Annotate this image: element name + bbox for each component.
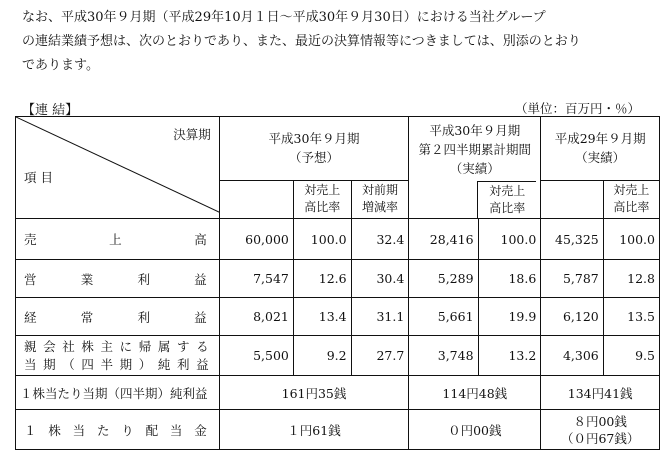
intro-line-1: なお、平成30年９月期（平成29年10月１日〜平成30年９月30日）における当社グループ [22, 10, 546, 25]
row-label-operating-profit: 営 業 利 益 [16, 260, 220, 298]
cell-value: 100.0 [293, 219, 351, 260]
table-row [16, 298, 660, 336]
col-prior-header [541, 117, 660, 181]
col-forecast-header [219, 117, 409, 181]
table-row [16, 260, 660, 298]
cell-value: 13.5 [603, 298, 659, 336]
col-prior-sub: （実績） [575, 150, 626, 166]
col-forecast-sub: （予想） [289, 150, 340, 166]
cell-value: 6,120 [541, 298, 603, 336]
cell-value: 100.0 [478, 219, 541, 260]
col-q2-header [409, 117, 541, 219]
consolidated-forecast-table [15, 116, 660, 450]
cell-value: 100.0 [603, 219, 659, 260]
forecast-value-header [219, 180, 293, 218]
unit-note: （単位：百万円・％） [514, 101, 640, 116]
eps-prior: 134円41銭 [541, 376, 660, 410]
table-row [16, 336, 660, 376]
table-row [16, 219, 660, 260]
q2-ratio-header: 対売上 高比率 [477, 181, 536, 218]
cell-value: 13.4 [293, 298, 351, 336]
col-q2-title: 平成30年９月期 [429, 123, 521, 138]
cell-value: 30.4 [351, 260, 409, 298]
cell-value: 18.6 [478, 260, 541, 298]
table-row [16, 376, 660, 410]
row-label-sales: 売 上 高 [16, 219, 220, 260]
item-label: 項 目 [24, 170, 53, 185]
cell-value: 5,289 [409, 260, 478, 298]
cell-value: 5,500 [219, 336, 293, 376]
cell-value: 8,021 [219, 298, 293, 336]
row-label-ordinary-profit: 経 常 利 益 [16, 298, 220, 336]
cell-value: 45,325 [541, 219, 603, 260]
col-q2-sub: （実績） [449, 161, 500, 176]
cell-value: 9.5 [603, 336, 659, 376]
header-corner-cell [16, 117, 220, 219]
dps-prior-note: （０円67銭） [560, 430, 640, 446]
row-label-eps: １株当たり当期（四半期）純利益 [16, 376, 220, 410]
eps-forecast: 161円35銭 [219, 376, 409, 410]
cell-value: 4,306 [541, 336, 603, 376]
table-caption: 【連 結】 [22, 103, 79, 118]
prior-value-header [541, 180, 603, 218]
cell-value: 3,748 [409, 336, 478, 376]
cell-value: 5,661 [409, 298, 478, 336]
cell-value: 12.8 [603, 260, 659, 298]
cell-value: 12.6 [293, 260, 351, 298]
cell-value: 5,787 [541, 260, 603, 298]
intro-line-3: であります。 [22, 58, 99, 73]
cell-value: 13.2 [478, 336, 541, 376]
cell-value: 9.2 [293, 336, 351, 376]
dps-prior [541, 410, 660, 450]
row-label-dps: １ 株 当 た り 配 当 金 [16, 410, 220, 450]
intro-paragraph [22, 6, 642, 78]
col-forecast-title: 平成30年９月期 [268, 131, 360, 147]
prior-ratio-header: 対売上 高比率 [603, 180, 659, 218]
dps-forecast: １円61銭 [219, 410, 409, 450]
cell-value: 60,000 [219, 219, 293, 260]
cell-value: 28,416 [409, 219, 478, 260]
period-label: 決算期 [173, 127, 211, 142]
col-prior-title: 平成29年９月期 [554, 131, 646, 147]
dps-q2: ０円00銭 [409, 410, 541, 450]
cell-value: 27.7 [351, 336, 409, 376]
dps-prior-value: ８円00銭 [573, 413, 627, 429]
table-row [16, 410, 660, 450]
cell-value: 32.4 [351, 219, 409, 260]
cell-value: 7,547 [219, 260, 293, 298]
eps-q2: 114円48銭 [409, 376, 541, 410]
forecast-yoy-header: 対前期 増減率 [351, 180, 409, 218]
col-q2-title2: 第２四半期累計期間 [418, 142, 532, 157]
cell-value: 19.9 [478, 298, 541, 336]
row-label-net-income: 親 会 社 株 主 に 帰 属 す る 当 期 （ 四 半 期 ） 純 利 益 [16, 336, 220, 376]
cell-value: 31.1 [351, 298, 409, 336]
forecast-ratio-header: 対売上 高比率 [293, 180, 351, 218]
intro-line-2: の連結業績予想は、次のとおりであり、また、最近の決算情報等につきましては、別添のとおり [22, 34, 581, 49]
